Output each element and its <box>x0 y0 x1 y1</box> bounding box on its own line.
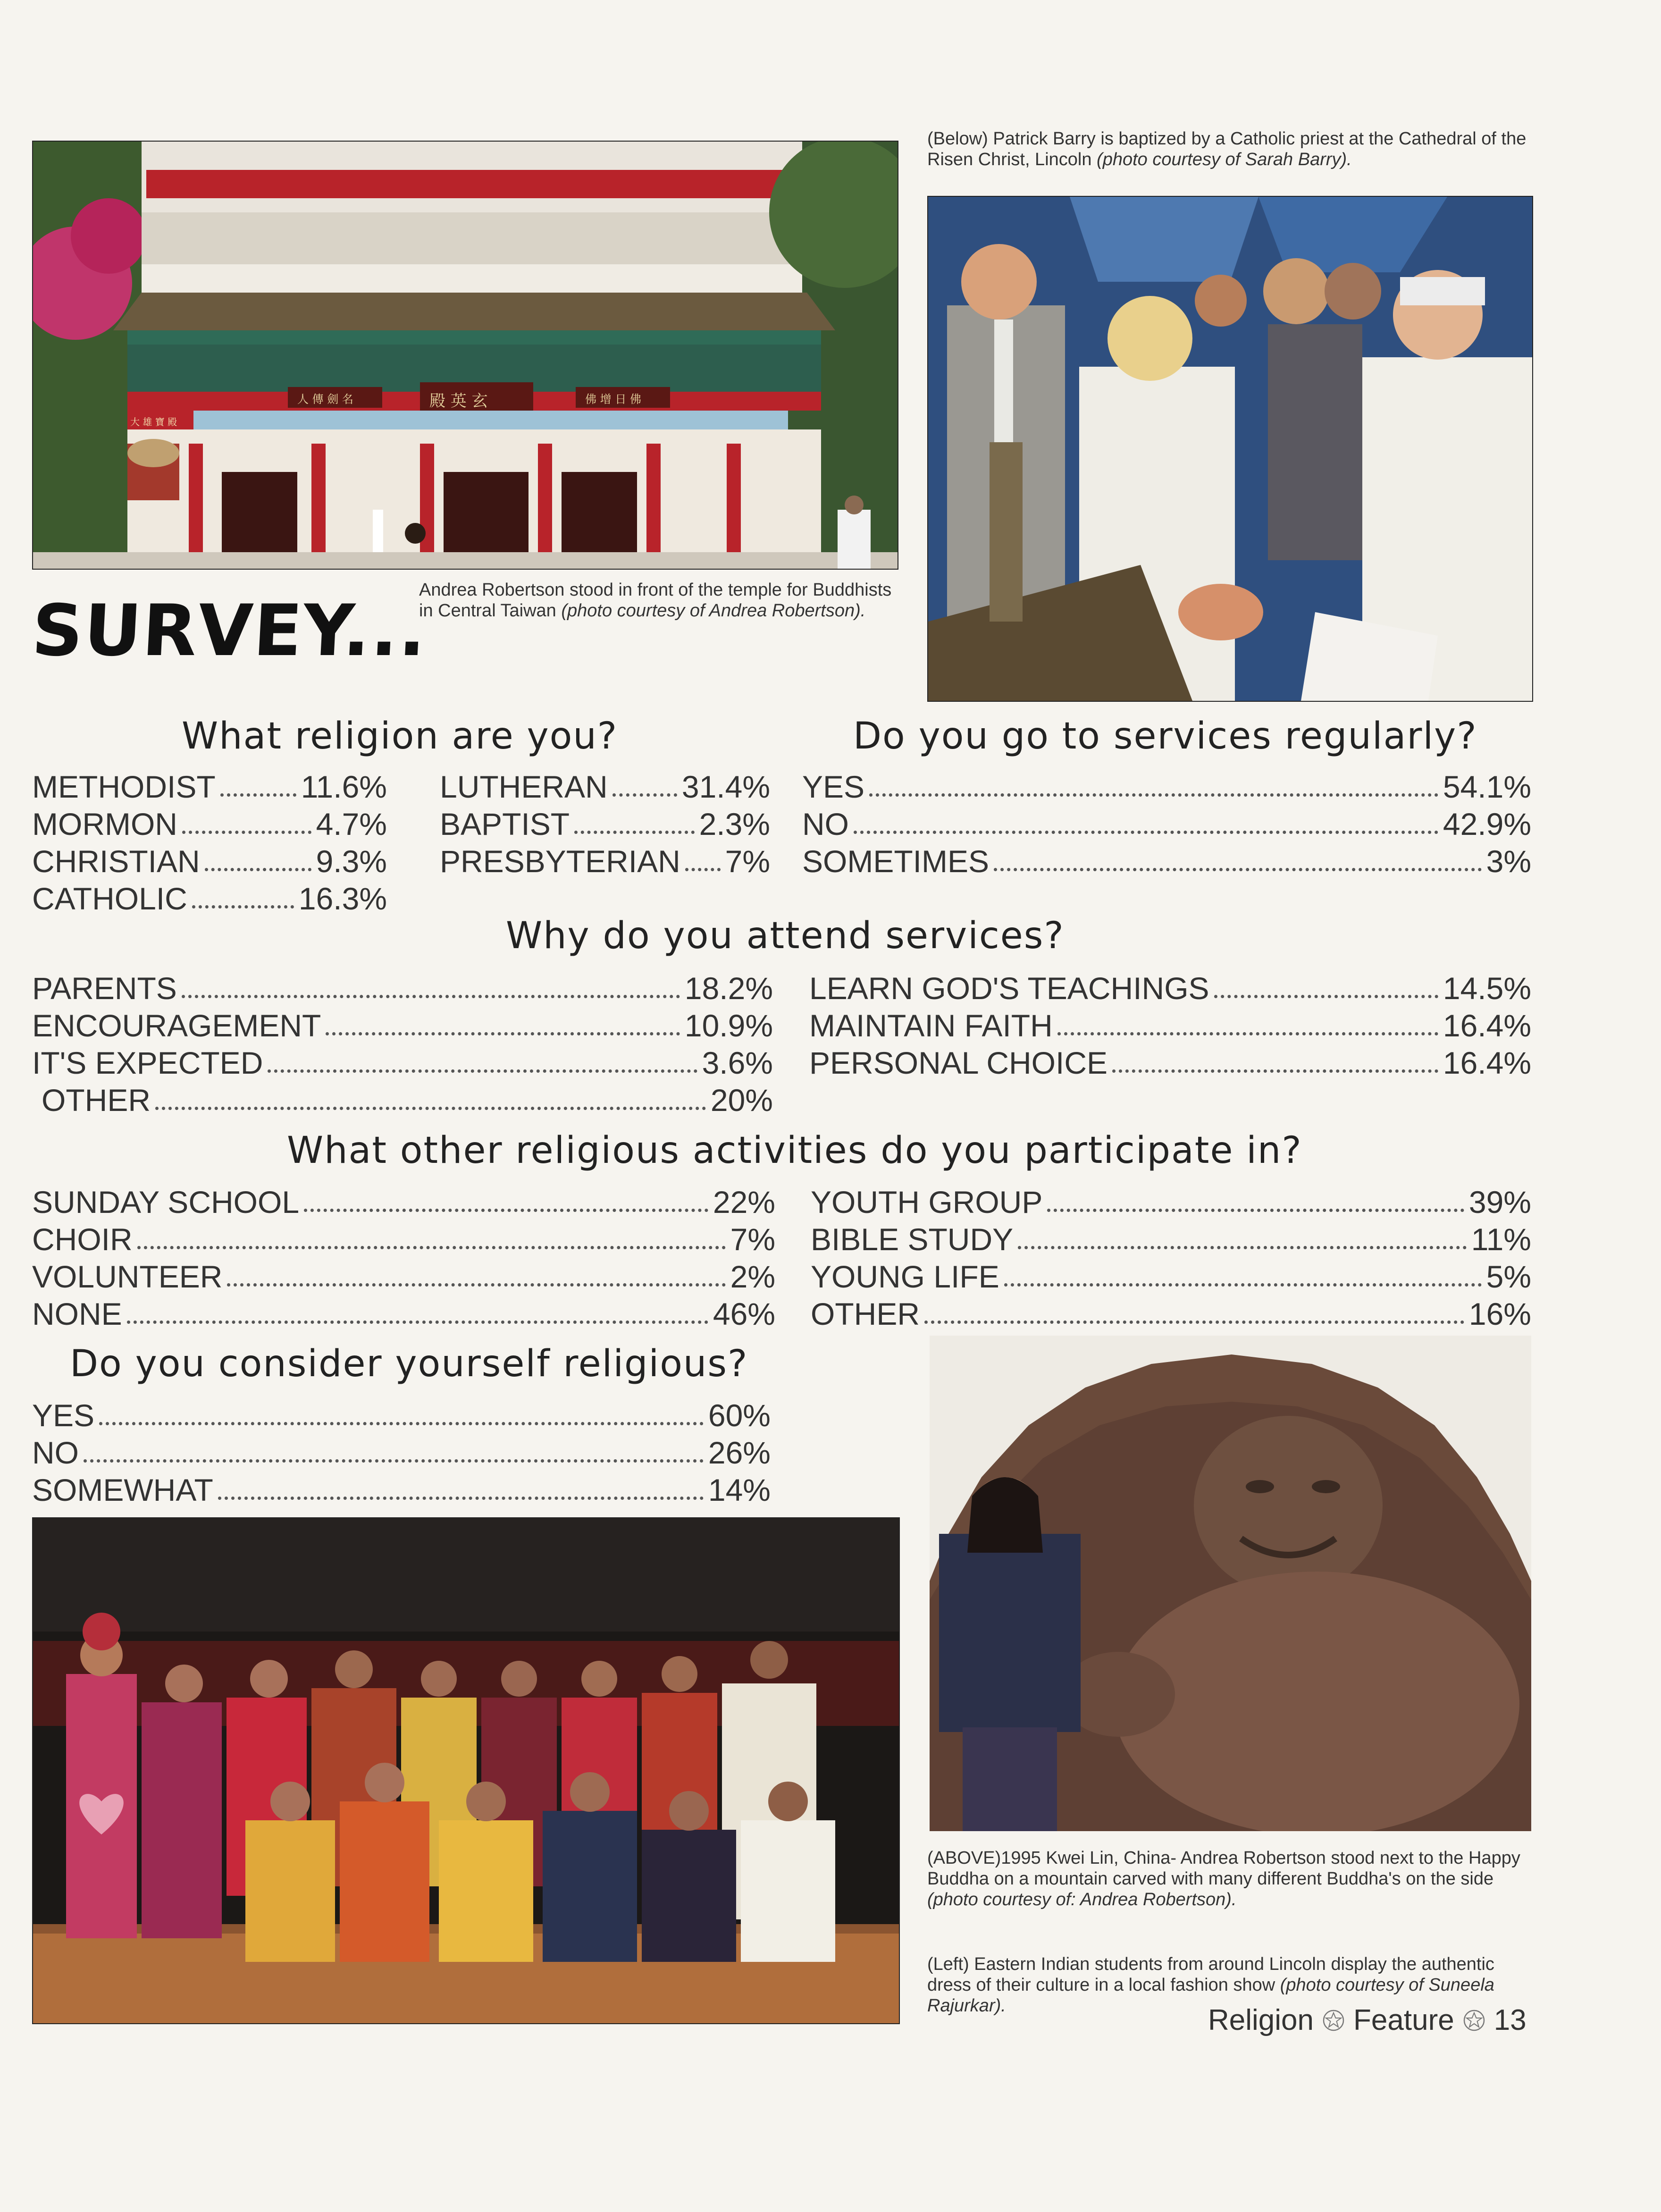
fashion-show-illustration <box>33 1518 899 2023</box>
q3-value: 3.6% <box>702 1045 773 1080</box>
leader-dots <box>137 1246 726 1249</box>
q1-heading: What religion are you? <box>182 715 618 757</box>
q4-row-sunday-school <box>32 1184 775 1220</box>
q1-label: MORMON <box>32 807 177 841</box>
q3-row-encouragement <box>32 1007 773 1044</box>
q3-row-personal <box>809 1044 1531 1081</box>
q1-row-baptist <box>440 806 770 842</box>
q1-label: PRESBYTERIAN <box>440 844 680 879</box>
leader-dots <box>1018 1246 1467 1249</box>
temple-caption-credit: (photo courtesy of Andrea Robertson). <box>561 601 866 621</box>
q4-value: 46% <box>713 1296 775 1331</box>
q3-label: IT'S EXPECTED <box>32 1045 263 1080</box>
q2-row-sometimes <box>802 843 1531 880</box>
q3-label: OTHER <box>42 1083 151 1118</box>
q2-value: 3% <box>1486 844 1531 879</box>
leader-dots <box>854 831 1438 834</box>
q1-value: 4.7% <box>316 807 387 841</box>
leader-dots <box>574 831 695 834</box>
q1-label: LUTHERAN <box>440 769 608 804</box>
leader-dots <box>1057 1032 1438 1035</box>
q2-label: NO <box>802 807 849 841</box>
buddha-caption-credit: (photo courtesy of: Andrea Robertson). <box>927 1890 1237 1909</box>
temple-illustration <box>33 142 898 569</box>
leader-dots <box>304 1209 708 1212</box>
q4-row-volunteer <box>32 1258 775 1295</box>
q4-value: 7% <box>730 1222 775 1257</box>
q3-label: PARENTS <box>32 971 177 1006</box>
q3-label: ENCOURAGEMENT <box>32 1008 321 1043</box>
q1-row-lutheran <box>440 768 770 805</box>
q4-value: 39% <box>1468 1185 1531 1220</box>
q4-row-none <box>32 1295 775 1332</box>
q4-row-bible-study <box>811 1221 1531 1258</box>
q5-value: 60% <box>708 1398 771 1433</box>
survey-title: SURVEY... <box>30 590 429 672</box>
q2-value: 42.9% <box>1443 807 1531 841</box>
q3-row-maintain <box>809 1007 1531 1044</box>
q3-row-expected <box>32 1044 773 1081</box>
q4-label: YOUTH GROUP <box>811 1185 1043 1220</box>
q1-label: CATHOLIC <box>32 881 187 916</box>
q3-label: PERSONAL CHOICE <box>809 1045 1108 1080</box>
q1-row-presbyterian <box>440 843 770 880</box>
q1-label: METHODIST <box>32 769 216 804</box>
q1-row-christian <box>32 843 387 880</box>
baptism-photo <box>927 196 1533 702</box>
q3-row-other <box>42 1082 773 1119</box>
q3-value: 10.9% <box>684 1008 773 1043</box>
leader-dots <box>1004 1283 1482 1287</box>
leader-dots <box>227 1283 725 1287</box>
q2-label: SOMETIMES <box>802 844 990 879</box>
q3-value: 20% <box>710 1083 773 1118</box>
temple-sign-center: 殿 英 玄 <box>429 392 488 411</box>
star-icon <box>1463 2009 1485 2032</box>
leader-dots <box>1112 1069 1438 1073</box>
q4-row-youth-group <box>811 1184 1531 1220</box>
q3-value: 16.4% <box>1443 1008 1531 1043</box>
leader-dots <box>182 831 311 834</box>
q5-row-no <box>32 1434 771 1471</box>
q3-label: MAINTAIN FAITH <box>809 1008 1053 1043</box>
q4-heading: What other religious activities do you participate in? <box>287 1129 1302 1172</box>
leader-dots <box>685 868 721 871</box>
q2-row-no <box>802 806 1531 842</box>
star-icon <box>1322 2009 1345 2032</box>
fashion-show-photo <box>32 1517 900 2024</box>
leader-dots <box>155 1107 706 1110</box>
leader-dots <box>182 995 680 998</box>
q1-label: CHRISTIAN <box>32 844 200 879</box>
q2-heading: Do you go to services regularly? <box>853 715 1477 757</box>
q4-value: 11% <box>1471 1222 1531 1257</box>
q4-value: 2% <box>730 1259 775 1294</box>
q1-value: 7% <box>725 844 770 879</box>
leader-dots <box>220 793 296 797</box>
q4-value: 16% <box>1468 1296 1531 1331</box>
q3-value: 16.4% <box>1443 1045 1531 1080</box>
q3-row-learn <box>809 970 1531 1007</box>
q3-row-parents <box>32 970 773 1007</box>
q4-label: NONE <box>32 1296 122 1331</box>
q3-label: LEARN GOD'S TEACHINGS <box>809 971 1209 1006</box>
q1-row-methodist <box>32 768 387 805</box>
leader-dots <box>924 1320 1464 1324</box>
q2-row-yes <box>802 768 1531 805</box>
q5-heading: Do you consider yourself religious? <box>70 1343 748 1385</box>
leader-dots <box>127 1320 708 1324</box>
baptism-caption-text: (Below) Patrick Barry is baptized by a Catholic priest at the Cathedral of the Risen Christ, Lincoln <box>927 129 1527 169</box>
q5-label: NO <box>32 1435 79 1470</box>
buddha-caption-text: (ABOVE)1995 Kwei Lin, China- Andrea Robertson stood next to the Happy Buddha on a mountain carved with many different Buddha's on the side <box>927 1848 1520 1889</box>
q4-row-other <box>811 1295 1531 1332</box>
q5-value: 14% <box>708 1472 771 1507</box>
buddha-photo <box>930 1336 1531 1831</box>
q4-label: YOUNG LIFE <box>811 1259 999 1294</box>
q3-heading: Why do you attend services? <box>506 915 1065 957</box>
leader-dots <box>1214 995 1438 998</box>
q4-row-young-life <box>811 1258 1531 1295</box>
q4-label: BIBLE STUDY <box>811 1222 1014 1257</box>
q1-row-catholic <box>32 880 387 917</box>
temple-photo <box>32 141 898 570</box>
q1-value: 9.3% <box>316 844 387 879</box>
q1-value: 2.3% <box>699 807 770 841</box>
q3-value: 14.5% <box>1443 971 1531 1006</box>
footer-section: Religion <box>1208 2004 1314 2036</box>
baptism-illustration <box>928 197 1532 701</box>
fashion-caption-credit: (photo courtesy of Suneela Rajurkar). <box>927 1975 1494 2016</box>
leader-dots <box>84 1459 704 1463</box>
temple-caption-text: Andrea Robertson stood in front of the temple for Buddhists in Central Taiwan <box>419 580 892 621</box>
q4-label: SUNDAY SCHOOL <box>32 1185 300 1220</box>
leader-dots <box>994 868 1482 871</box>
q5-label: SOMEWHAT <box>32 1472 213 1507</box>
q4-row-choir <box>32 1221 775 1258</box>
buddha-illustration <box>930 1336 1531 1831</box>
leader-dots <box>869 793 1438 797</box>
baptism-caption-credit: (photo courtesy of Sarah Barry). <box>1097 150 1352 169</box>
q1-row-mormon <box>32 806 387 842</box>
leader-dots <box>218 1497 704 1500</box>
leader-dots <box>205 868 311 871</box>
temple-sign-right: 佛 增 日 佛 <box>585 393 641 406</box>
temple-caption <box>419 580 905 621</box>
footer-feature: Feature <box>1353 2004 1454 2036</box>
leader-dots <box>268 1069 697 1073</box>
fashion-caption-text: (Left) Eastern Indian students from around Lincoln display the authentic dress of their culture in a local fashion show <box>927 1954 1494 1995</box>
buddha-caption <box>927 1848 1531 1910</box>
baptism-caption <box>927 128 1531 170</box>
temple-sign-small: 大 雄 寶 殿 <box>130 416 177 428</box>
q1-label: BAPTIST <box>440 807 570 841</box>
q1-value: 31.4% <box>681 769 770 804</box>
page-number: 13 <box>1493 2004 1527 2036</box>
q5-value: 26% <box>708 1435 771 1470</box>
q3-value: 18.2% <box>684 971 773 1006</box>
q4-label: VOLUNTEER <box>32 1259 223 1294</box>
q4-label: OTHER <box>811 1296 920 1331</box>
q1-value: 11.6% <box>301 769 387 804</box>
leader-dots <box>326 1032 680 1035</box>
q5-row-somewhat <box>32 1472 771 1508</box>
q5-row-yes <box>32 1397 771 1434</box>
q4-value: 22% <box>713 1185 775 1220</box>
leader-dots <box>1047 1209 1464 1212</box>
page-footer <box>1208 2003 1527 2037</box>
q2-label: YES <box>802 769 865 804</box>
leader-dots <box>99 1422 704 1425</box>
leader-dots <box>192 905 294 908</box>
q5-label: YES <box>32 1398 95 1433</box>
q2-value: 54.1% <box>1443 769 1531 804</box>
q1-value: 16.3% <box>298 881 387 916</box>
leader-dots <box>612 793 677 797</box>
q4-value: 5% <box>1486 1259 1531 1294</box>
temple-sign-left: 人 傳 劍 名 <box>297 393 353 406</box>
q4-label: CHOIR <box>32 1222 133 1257</box>
